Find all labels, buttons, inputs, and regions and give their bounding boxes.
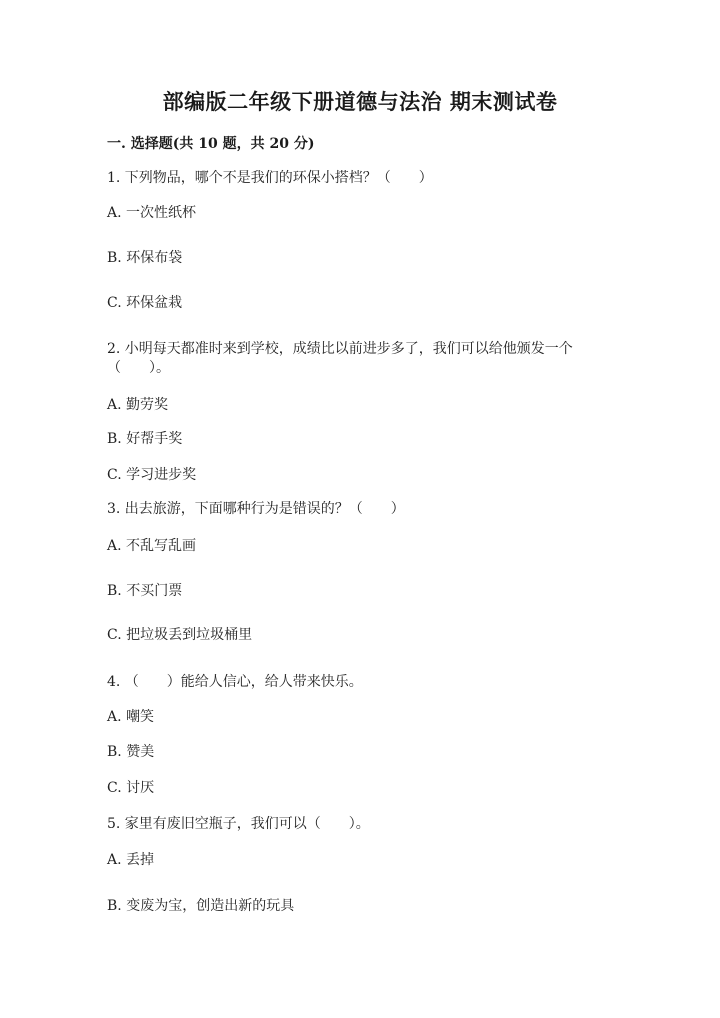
question-3-stem: 3. 出去旅游，下面哪种行为是错误的？（ ） [107,501,405,517]
question-3-option-b: B. 不买门票 [107,583,183,599]
question-5-stem: 5. 家里有废旧空瓶子，我们可以（ ）。 [107,816,370,832]
question-4-option-b: B. 赞美 [107,744,155,760]
exam-title: 部编版二年级下册道德与法治 期末测试卷 [162,89,558,114]
question-2-option-a: A. 勤劳奖 [107,397,169,413]
section-heading: 一. 选择题(共 10 题，共 20 分) [107,136,315,152]
question-1-option-b: B. 环保布袋 [107,250,183,266]
question-4-stem: 4. （ ）能给人信心，给人带来快乐。 [107,674,363,690]
question-4-option-a: A. 嘲笑 [107,709,155,725]
question-1-stem: 1. 下列物品，哪个不是我们的环保小搭档？（ ） [107,170,433,186]
question-5-option-a: A. 丢掉 [107,852,155,868]
question-3-option-c: C. 把垃圾丢到垃圾桶里 [107,627,253,643]
question-3-option-a: A. 不乱写乱画 [107,538,197,554]
question-4-option-c: C. 讨厌 [107,780,155,796]
question-2-option-b: B. 好帮手奖 [107,431,183,447]
question-2-option-c: C. 学习进步奖 [107,467,197,483]
question-2-stem-continuation: （ ）。 [107,360,170,376]
question-2-stem: 2. 小明每天都准时来到学校，成绩比以前进步多了，我们可以给他颁发一个 [107,341,573,357]
question-5-option-b: B. 变废为宝，创造出新的玩具 [107,898,295,914]
question-1-option-a: A. 一次性纸杯 [107,205,197,221]
question-1-option-c: C. 环保盆栽 [107,295,183,311]
